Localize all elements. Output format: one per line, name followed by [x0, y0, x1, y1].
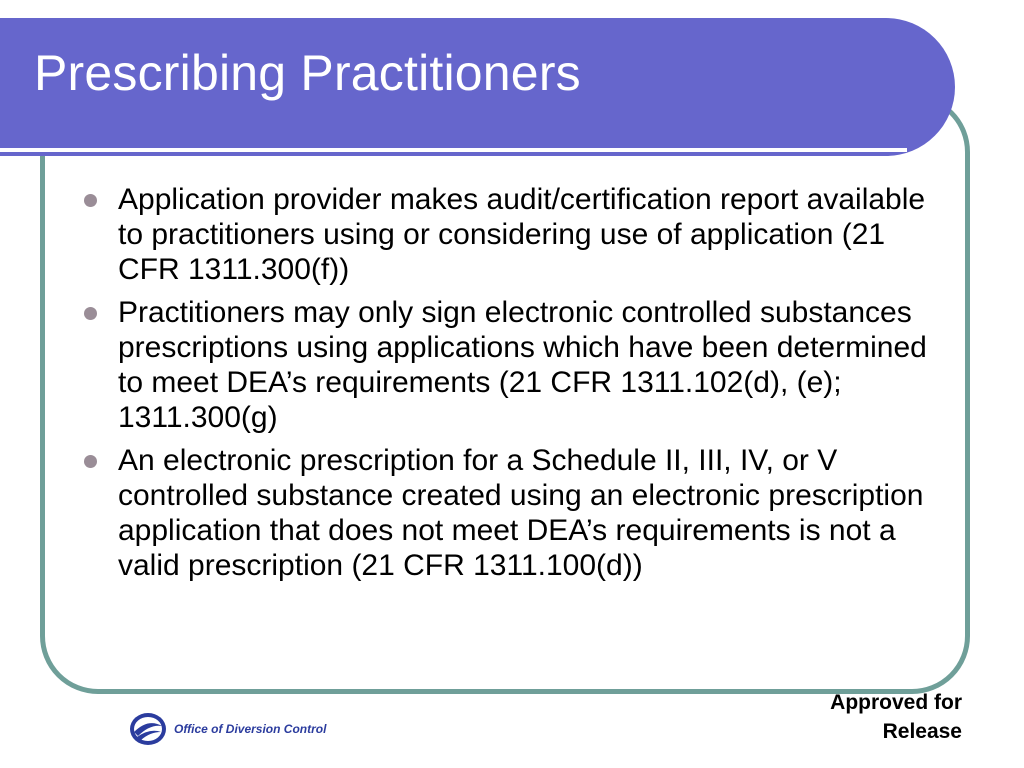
office-logo: [128, 710, 326, 748]
bullet-dot-icon: [84, 307, 97, 320]
dea-seal-icon: [128, 710, 168, 748]
bullet-item: [84, 295, 954, 435]
logo-text: Office of Diversion Control: [174, 722, 327, 736]
bullet-dot-icon: [84, 455, 97, 468]
bullet-dot-icon: [84, 194, 97, 207]
title-underline: [0, 148, 907, 152]
bullet-item: [84, 443, 954, 583]
bullet-text: Application provider makes audit/certification report available to practitioners using or considering use of application (21 CFR 1311.300(f)): [118, 183, 926, 286]
approval-status: [830, 688, 962, 746]
bullet-list: [84, 182, 954, 591]
approval-status-line: Release: [882, 720, 962, 743]
slide-title: Prescribing Practitioners: [34, 45, 581, 101]
bullet-item: [84, 182, 954, 287]
bullet-text: An electronic prescription for a Schedule II, III, IV, or V controlled substance created using an electronic prescription application that does not meet DEA’s requirements is not a valid prescription (21 CFR 1311.100(d)): [118, 444, 924, 582]
bullet-text: Practitioners may only sign electronic controlled substances prescriptions using applications which have been determined to meet DEA’s requirements (21 CFR 1311.102(d), (e); 1311.300(g): [118, 296, 927, 434]
approval-status-line: Approved for: [830, 691, 962, 714]
